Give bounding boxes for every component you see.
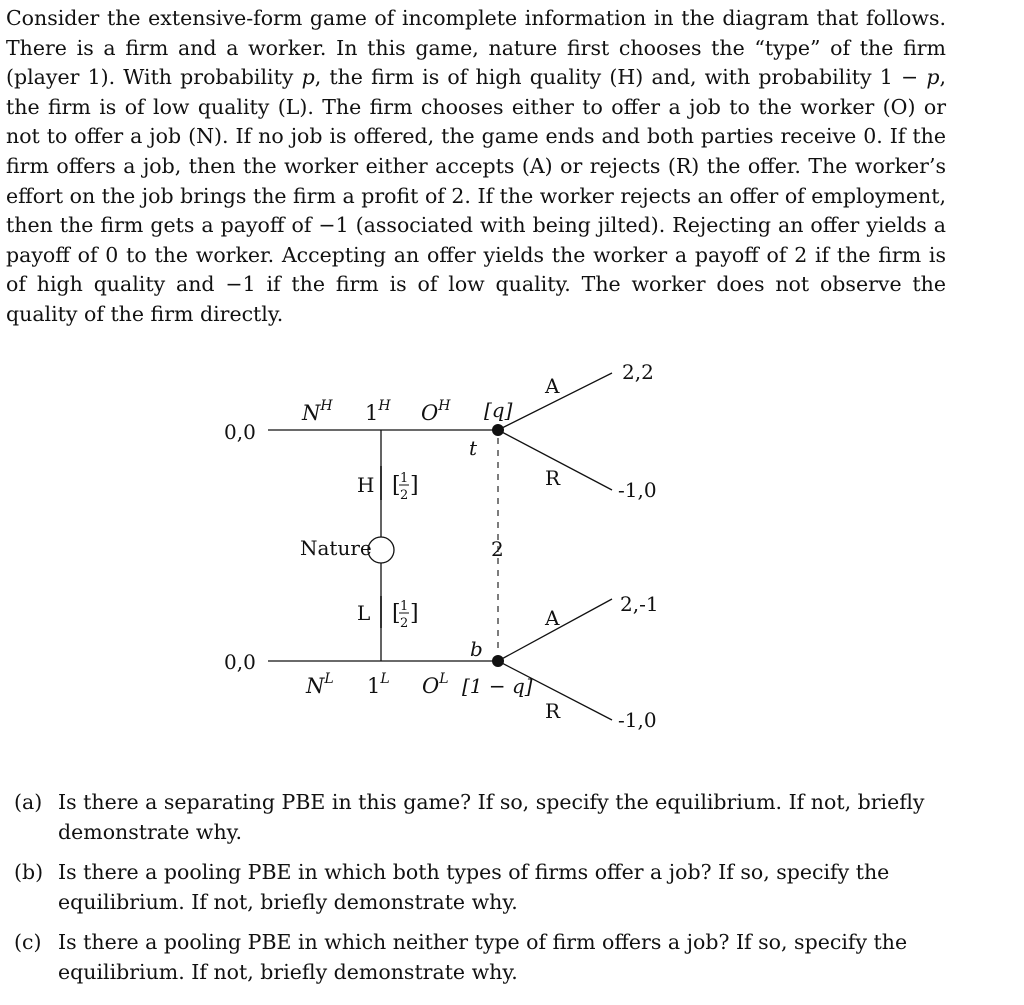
label-b: b: [470, 637, 483, 661]
nature-node: [368, 537, 394, 563]
payoff-ha: 2,2: [622, 360, 654, 384]
prob-l-fraction: [392, 599, 419, 631]
label-nh: [301, 398, 333, 425]
prob-h-fraction: [392, 471, 419, 503]
label-1l: [367, 671, 390, 698]
worker-node-bottom: [492, 655, 504, 667]
prob-l-num: 1: [400, 599, 409, 614]
label-1h-base: 1: [365, 401, 379, 425]
question-b-label: (b): [14, 860, 44, 884]
label-accept-top: A: [545, 374, 560, 398]
prob-h-num: 1: [400, 471, 409, 486]
prob-l-den: 2: [400, 616, 409, 631]
question-a-text: Is there a separating PBE in this game? If so, specify the equilibrium. If not, briefly demonstrate why.: [58, 790, 925, 844]
label-nature: Nature: [300, 536, 372, 560]
label-t: t: [469, 436, 478, 460]
label-oh-sup: H: [438, 398, 451, 414]
intro-part-2: , the firm is of high quality (H) and, with probability 1 −: [314, 65, 927, 90]
label-1l-sup: L: [380, 671, 390, 687]
label-h: H: [357, 473, 375, 497]
label-1h-sup: H: [378, 398, 391, 414]
prob-h-den: 2: [400, 488, 409, 503]
belief-q: [q]: [484, 398, 513, 422]
prob-p-2: p: [926, 65, 940, 90]
question-c-label: (c): [14, 930, 42, 954]
worker-node-top: [492, 424, 504, 436]
intro-part-1: Consider the extensive-form game of incomplete information in the diagram that follows. There is a firm and a worker. In this game, nature first chooses the “type” of the firm (player 1). With probability: [6, 6, 946, 90]
prob-l-open-bracket: [: [392, 601, 401, 626]
label-oh-base: O: [421, 401, 439, 425]
label-nl-sup: L: [324, 671, 334, 687]
label-nh-base: N: [302, 401, 321, 425]
label-nl-base: N: [306, 674, 325, 698]
question-c-text: Is there a pooling PBE in which neither type of firm offers a job? If so, specify the equilibrium. If not, briefly demonstrate why.: [58, 930, 908, 984]
prob-l-close-bracket: ]: [410, 601, 419, 626]
label-reject-top: R: [545, 466, 561, 490]
question-b-text: Is there a pooling PBE in which both types of firms offer a job? If so, specify the equilibrium. If not, briefly demonstrate why.: [58, 860, 890, 914]
label-nh-sup: H: [320, 398, 333, 414]
label-reject-bottom: R: [545, 699, 561, 723]
label-player2: 2: [491, 537, 504, 561]
label-1h: [365, 398, 391, 425]
label-1l-base: 1: [367, 674, 381, 698]
payoff-nh: 0,0: [224, 420, 256, 444]
label-l: L: [357, 601, 371, 625]
label-ol-sup: L: [439, 671, 449, 687]
label-oh: [421, 398, 451, 425]
prob-h-close-bracket: ]: [410, 473, 419, 498]
label-ol: [422, 671, 449, 698]
intro-part-3: , the firm is of low quality (L). The firm chooses either to offer a job to the worker (O) or not to offer a job (N). If no job is offered, the game ends and both parties receive 0. If the firm offers a job, then the worker either accepts (A) or rejects (R) the offer. The worker’s effort on the job brings the firm a profit of 2. If the worker rejects an offer of employment, then the firm gets a payoff of −1 (associated with being jilted). Rejecting an offer yields a payoff of 0 to the worker. Accepting an offer yields the worker a payoff of 2 if the firm is of high quality and −1 if the firm is of low quality. The worker does not observe the quality of the firm directly.: [6, 65, 946, 326]
belief-1-minus-q: [1 − q]: [462, 674, 533, 698]
question-a-label: (a): [14, 790, 43, 814]
payoff-nl: 0,0: [224, 650, 256, 674]
label-nl: [305, 671, 334, 698]
payoff-la: 2,-1: [620, 592, 659, 616]
label-accept-bottom: A: [545, 606, 560, 630]
prob-h-open-bracket: [: [392, 473, 401, 498]
payoff-hr: -1,0: [618, 478, 657, 502]
prob-p-1: p: [301, 65, 315, 90]
label-ol-base: O: [422, 674, 440, 698]
payoff-lr: -1,0: [618, 708, 657, 732]
